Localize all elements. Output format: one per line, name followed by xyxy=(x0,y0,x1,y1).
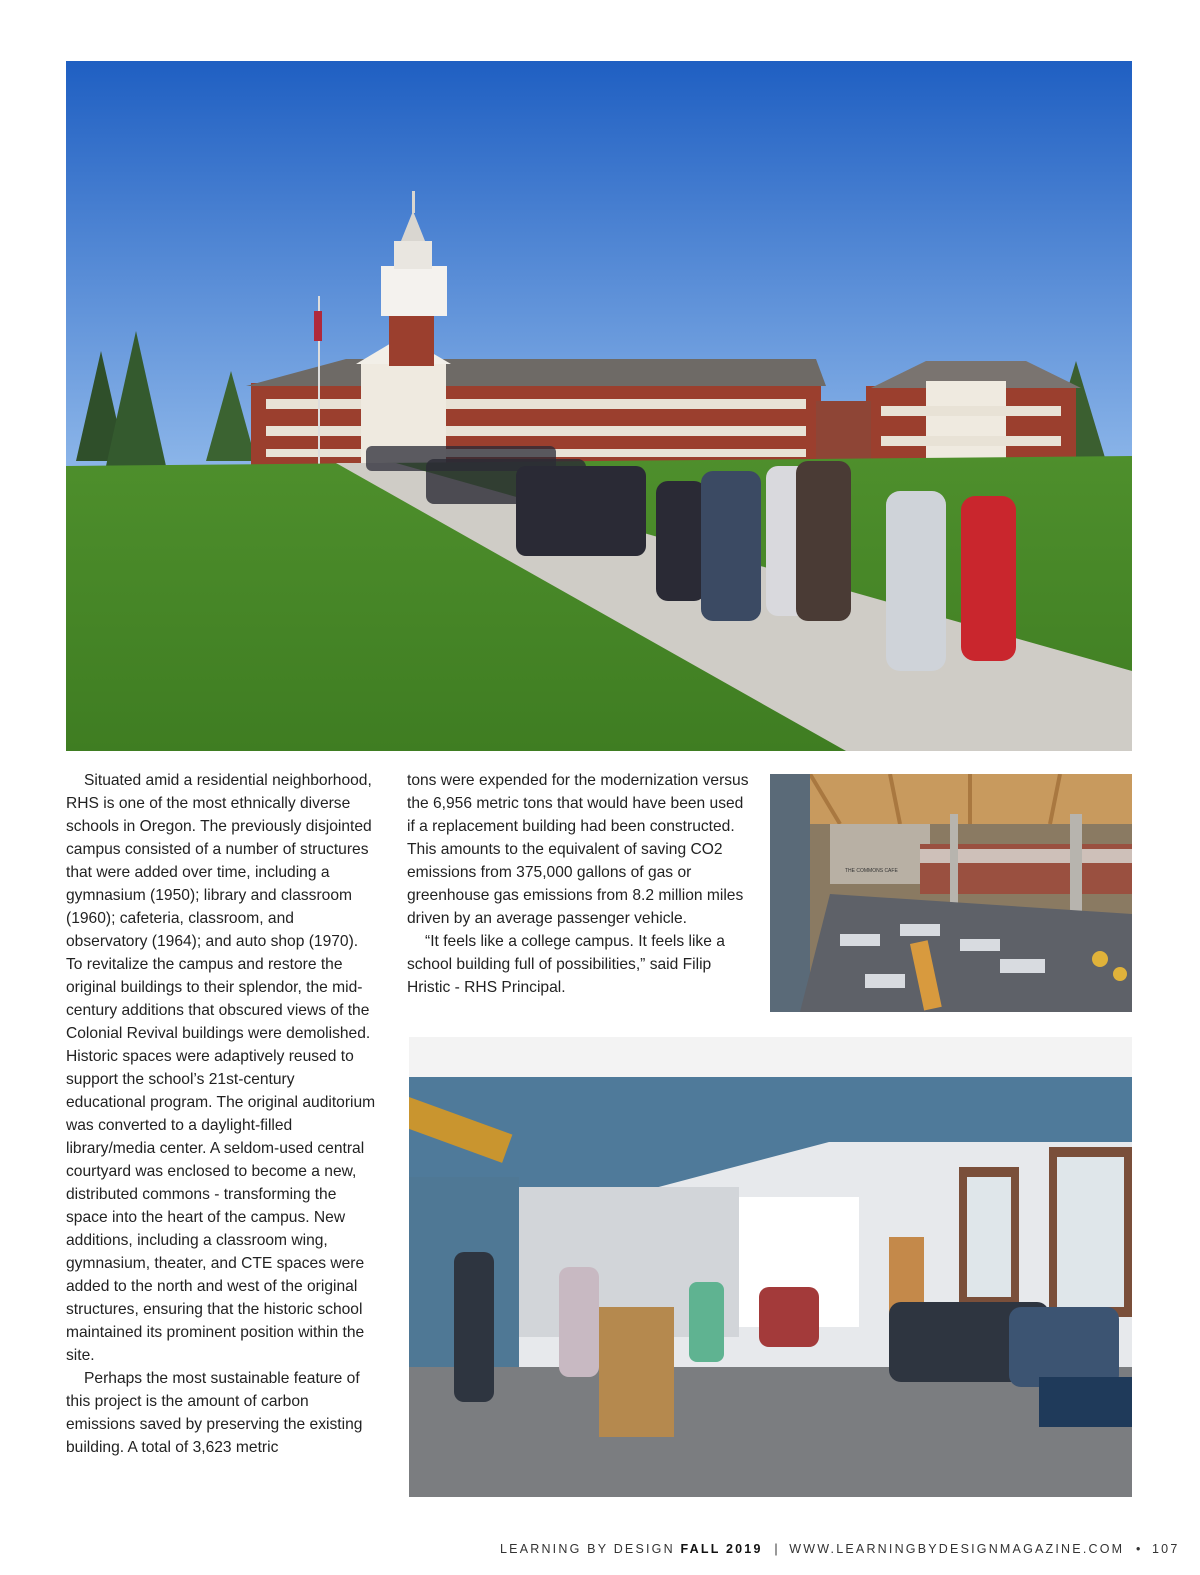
article-paragraph: tons were expended for the modernization versus the 6,956 metric tons that would have been used if a replacement building had been constructed. This amounts to the equivalent of saving CO2 emissions from 375,000 gallons of gas or greenhouse gas emissions from 8.2 million miles driven by an average passenger vehicle. xyxy=(407,772,749,927)
footer-separator: | xyxy=(774,1542,778,1556)
cafeteria-photo-commons-cafe xyxy=(770,774,1132,1012)
hero-photo-school-exterior xyxy=(66,61,1132,751)
article-column-left xyxy=(66,769,376,1459)
magazine-name: LEARNING BY DESIGN xyxy=(500,1542,675,1556)
article-paragraph: Perhaps the most sustainable feature of this project is the amount of carbon emissions saved by preserving the existing building. A total of 3,623 metric xyxy=(66,1370,363,1456)
website-link[interactable]: WWW.LEARNINGBYDESIGNMAGAZINE.COM xyxy=(789,1542,1125,1556)
page-number: 107 xyxy=(1152,1542,1180,1556)
article-paragraph: Situated amid a residential neighborhood, RHS is one of the most ethnically diverse schools in Oregon. The previously disjointed campus consisted of a number of structures that were added over time, including a gymnasium (1950); library and classroom (1960); cafeteria, classroom, and observatory (1964); and auto shop (1970). To revitalize the campus and restore the original buildings to their splendor, the mid-century additions that obscured views of the Colonial Revival buildings were demolished. Historic spaces were adaptively reused to support the school’s 21st-century educational program. The original auditorium was converted to a daylight-filled library/media center. A seldom-used central courtyard was enclosed to become a new, distributed commons - transforming the space into the heart of the campus. New additions, including a classroom wing, gymnasium, theater, and CTE spaces were added to the north and west of the original structures, ensuring that the historic school maintained its prominent position within the site. xyxy=(66,772,376,1364)
article-quote-paragraph: “It feels like a college campus. It feels like a school building full of possibilities,” said Filip Hristic - RHS Principal. xyxy=(407,933,725,996)
footer-bullet: • xyxy=(1135,1542,1141,1556)
issue-label: FALL 2019 xyxy=(680,1542,763,1556)
article-column-middle xyxy=(407,769,752,999)
cafeteria-sign-text: THE COMMONS CAFE xyxy=(845,868,898,874)
page-footer xyxy=(500,1542,1180,1556)
commons-photo-student-lounge xyxy=(409,1037,1132,1497)
